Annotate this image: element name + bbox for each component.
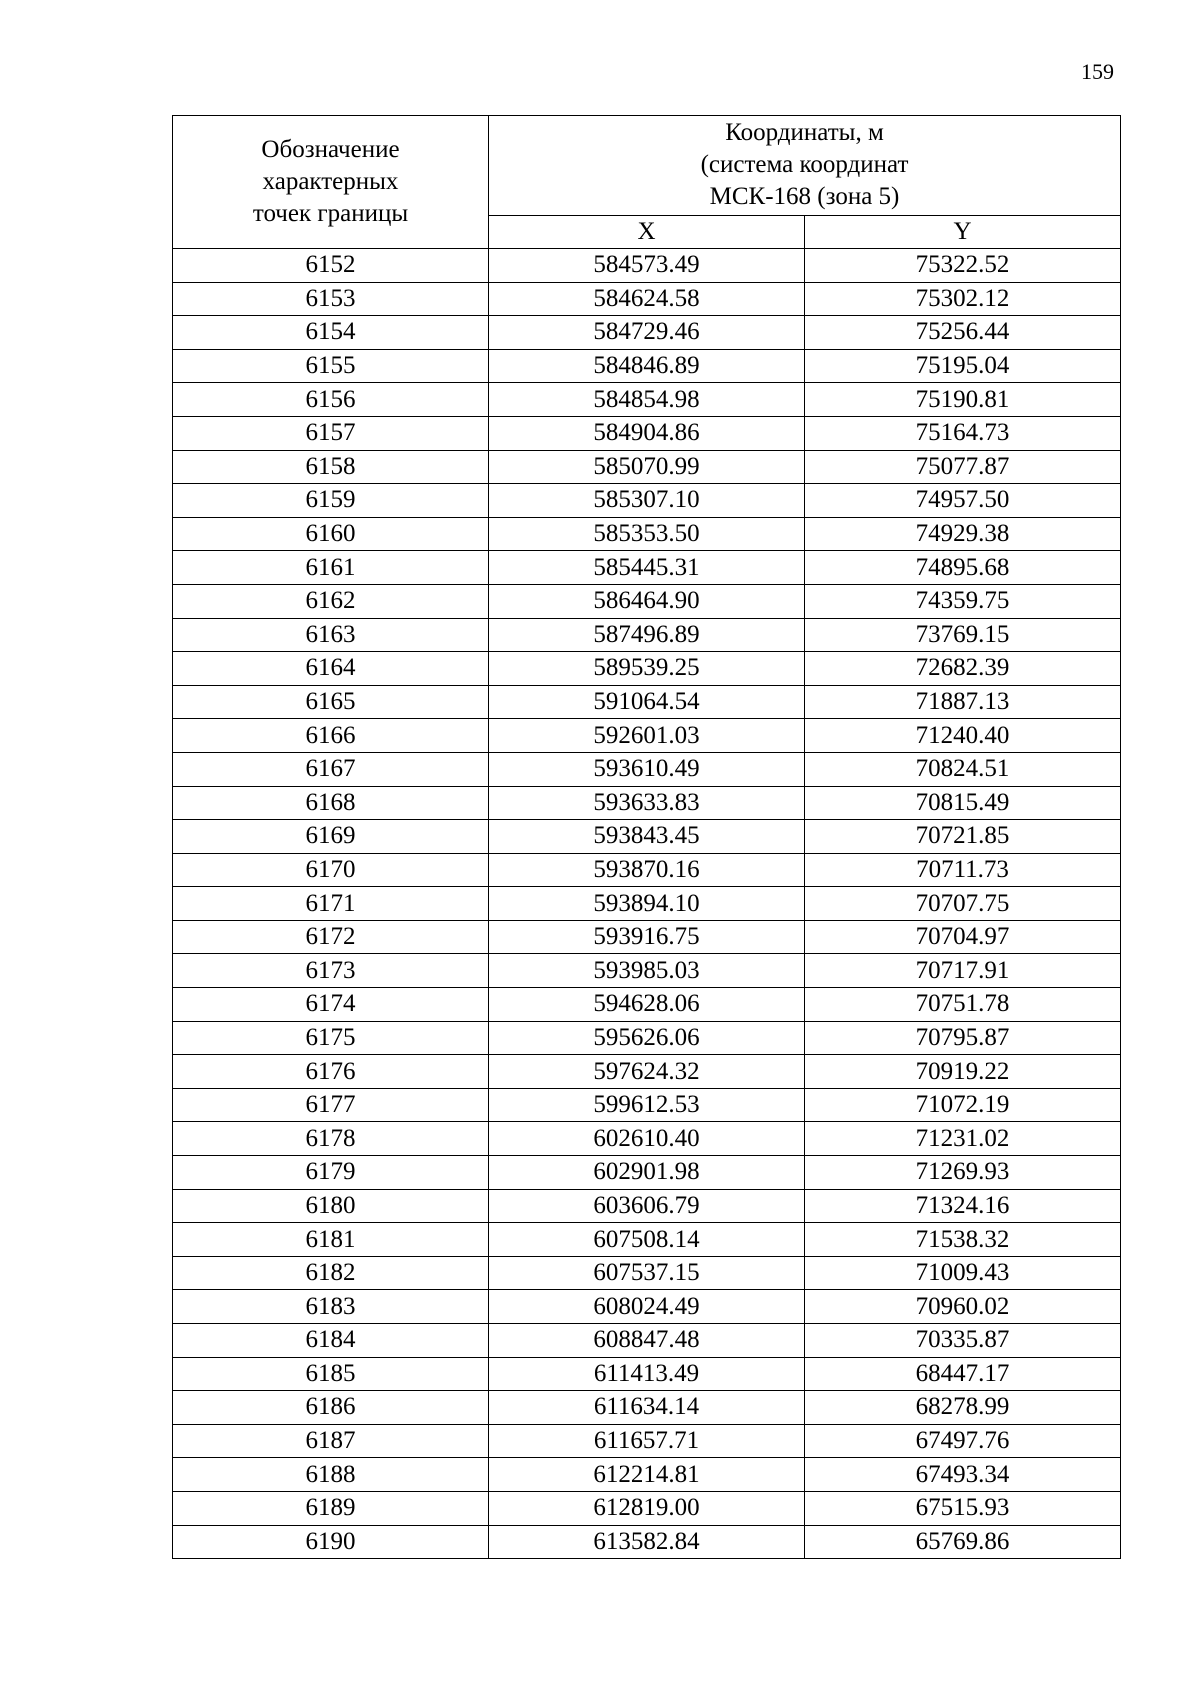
cell-y: 71538.32 bbox=[805, 1223, 1121, 1257]
header-coords-line: МСК-168 (зона 5) bbox=[709, 183, 900, 211]
table-row bbox=[173, 887, 1121, 921]
cell-y: 70824.51 bbox=[805, 752, 1121, 786]
cell-x: 585353.50 bbox=[489, 517, 805, 551]
cell-x: 585445.31 bbox=[489, 551, 805, 585]
table-row bbox=[173, 249, 1121, 283]
table-row bbox=[173, 349, 1121, 383]
table-row bbox=[173, 618, 1121, 652]
cell-y: 74957.50 bbox=[805, 484, 1121, 518]
cell-point: 6167 bbox=[173, 752, 489, 786]
cell-point: 6171 bbox=[173, 887, 489, 921]
cell-x: 608024.49 bbox=[489, 1290, 805, 1324]
table-row bbox=[173, 1223, 1121, 1257]
cell-x: 593870.16 bbox=[489, 853, 805, 887]
cell-x: 613582.84 bbox=[489, 1525, 805, 1559]
cell-x: 591064.54 bbox=[489, 685, 805, 719]
cell-y: 68278.99 bbox=[805, 1391, 1121, 1425]
table-row bbox=[173, 786, 1121, 820]
cell-point: 6176 bbox=[173, 1055, 489, 1089]
cell-y: 71072.19 bbox=[805, 1088, 1121, 1122]
cell-y: 71009.43 bbox=[805, 1256, 1121, 1290]
cell-point: 6172 bbox=[173, 920, 489, 954]
cell-x: 589539.25 bbox=[489, 652, 805, 686]
header-y: Y bbox=[805, 215, 1121, 248]
cell-x: 593916.75 bbox=[489, 920, 805, 954]
table-row bbox=[173, 685, 1121, 719]
table-row bbox=[173, 1122, 1121, 1156]
cell-point: 6188 bbox=[173, 1458, 489, 1492]
cell-point: 6164 bbox=[173, 652, 489, 686]
cell-point: 6157 bbox=[173, 416, 489, 450]
header-point-line: Обозначение bbox=[261, 136, 400, 163]
cell-x: 603606.79 bbox=[489, 1189, 805, 1223]
cell-x: 595626.06 bbox=[489, 1021, 805, 1055]
cell-x: 599612.53 bbox=[489, 1088, 805, 1122]
cell-y: 70919.22 bbox=[805, 1055, 1121, 1089]
cell-x: 584729.46 bbox=[489, 316, 805, 350]
table-row bbox=[173, 1324, 1121, 1358]
cell-y: 70960.02 bbox=[805, 1290, 1121, 1324]
cell-y: 75190.81 bbox=[805, 383, 1121, 417]
cell-x: 584854.98 bbox=[489, 383, 805, 417]
cell-x: 585307.10 bbox=[489, 484, 805, 518]
cell-point: 6182 bbox=[173, 1256, 489, 1290]
cell-x: 593610.49 bbox=[489, 752, 805, 786]
cell-y: 71269.93 bbox=[805, 1156, 1121, 1190]
cell-point: 6186 bbox=[173, 1391, 489, 1425]
cell-x: 612214.81 bbox=[489, 1458, 805, 1492]
cell-point: 6177 bbox=[173, 1088, 489, 1122]
cell-y: 70721.85 bbox=[805, 820, 1121, 854]
cell-point: 6185 bbox=[173, 1357, 489, 1391]
cell-x: 608847.48 bbox=[489, 1324, 805, 1358]
header-coords-line: (система координат bbox=[700, 151, 909, 179]
cell-y: 75322.52 bbox=[805, 249, 1121, 283]
cell-point: 6163 bbox=[173, 618, 489, 652]
table-row bbox=[173, 1156, 1121, 1190]
cell-x: 593633.83 bbox=[489, 786, 805, 820]
cell-point: 6162 bbox=[173, 584, 489, 618]
cell-y: 67497.76 bbox=[805, 1424, 1121, 1458]
cell-y: 70717.91 bbox=[805, 954, 1121, 988]
cell-y: 70795.87 bbox=[805, 1021, 1121, 1055]
header-point-designation bbox=[173, 116, 489, 249]
cell-point: 6173 bbox=[173, 954, 489, 988]
cell-y: 70707.75 bbox=[805, 887, 1121, 921]
table-body bbox=[173, 249, 1121, 1559]
cell-x: 607537.15 bbox=[489, 1256, 805, 1290]
cell-x: 584624.58 bbox=[489, 282, 805, 316]
table-row bbox=[173, 988, 1121, 1022]
cell-point: 6160 bbox=[173, 517, 489, 551]
cell-x: 592601.03 bbox=[489, 719, 805, 753]
table-row bbox=[173, 652, 1121, 686]
cell-point: 6153 bbox=[173, 282, 489, 316]
cell-y: 75256.44 bbox=[805, 316, 1121, 350]
table-row bbox=[173, 316, 1121, 350]
cell-x: 593894.10 bbox=[489, 887, 805, 921]
cell-point: 6154 bbox=[173, 316, 489, 350]
header-x: X bbox=[489, 215, 805, 248]
cell-x: 602901.98 bbox=[489, 1156, 805, 1190]
cell-y: 73769.15 bbox=[805, 618, 1121, 652]
cell-y: 70335.87 bbox=[805, 1324, 1121, 1358]
cell-y: 74929.38 bbox=[805, 517, 1121, 551]
cell-x: 612819.00 bbox=[489, 1491, 805, 1525]
cell-y: 71231.02 bbox=[805, 1122, 1121, 1156]
cell-point: 6161 bbox=[173, 551, 489, 585]
table-row bbox=[173, 752, 1121, 786]
table-row bbox=[173, 584, 1121, 618]
table-row bbox=[173, 517, 1121, 551]
cell-point: 6165 bbox=[173, 685, 489, 719]
table-row bbox=[173, 416, 1121, 450]
header-point-line: характерных bbox=[262, 168, 399, 195]
cell-y: 65769.86 bbox=[805, 1525, 1121, 1559]
cell-y: 75195.04 bbox=[805, 349, 1121, 383]
cell-x: 593985.03 bbox=[489, 954, 805, 988]
coordinates-table bbox=[172, 115, 1121, 1559]
cell-y: 75164.73 bbox=[805, 416, 1121, 450]
cell-x: 585070.99 bbox=[489, 450, 805, 484]
table-row bbox=[173, 853, 1121, 887]
cell-y: 70751.78 bbox=[805, 988, 1121, 1022]
cell-y: 74895.68 bbox=[805, 551, 1121, 585]
cell-y: 74359.75 bbox=[805, 584, 1121, 618]
table-row bbox=[173, 1021, 1121, 1055]
cell-y: 70704.97 bbox=[805, 920, 1121, 954]
cell-point: 6170 bbox=[173, 853, 489, 887]
table-row bbox=[173, 1458, 1121, 1492]
cell-point: 6166 bbox=[173, 719, 489, 753]
table-row bbox=[173, 1189, 1121, 1223]
cell-x: 584904.86 bbox=[489, 416, 805, 450]
table-row bbox=[173, 1424, 1121, 1458]
cell-y: 71324.16 bbox=[805, 1189, 1121, 1223]
table-row bbox=[173, 1055, 1121, 1089]
table-row bbox=[173, 1391, 1121, 1425]
cell-x: 611634.14 bbox=[489, 1391, 805, 1425]
cell-x: 602610.40 bbox=[489, 1122, 805, 1156]
cell-point: 6187 bbox=[173, 1424, 489, 1458]
cell-point: 6175 bbox=[173, 1021, 489, 1055]
cell-point: 6159 bbox=[173, 484, 489, 518]
table-row bbox=[173, 1256, 1121, 1290]
cell-x: 611657.71 bbox=[489, 1424, 805, 1458]
table-row bbox=[173, 383, 1121, 417]
cell-point: 6189 bbox=[173, 1491, 489, 1525]
table-row bbox=[173, 719, 1121, 753]
cell-point: 6168 bbox=[173, 786, 489, 820]
cell-x: 587496.89 bbox=[489, 618, 805, 652]
header-coords-line: Координаты, м bbox=[725, 119, 884, 147]
cell-point: 6158 bbox=[173, 450, 489, 484]
table-row bbox=[173, 820, 1121, 854]
cell-point: 6178 bbox=[173, 1122, 489, 1156]
cell-point: 6181 bbox=[173, 1223, 489, 1257]
cell-point: 6180 bbox=[173, 1189, 489, 1223]
cell-x: 584573.49 bbox=[489, 249, 805, 283]
table-row bbox=[173, 954, 1121, 988]
cell-x: 611413.49 bbox=[489, 1357, 805, 1391]
cell-y: 72682.39 bbox=[805, 652, 1121, 686]
cell-x: 597624.32 bbox=[489, 1055, 805, 1089]
header-point-line: точек границы bbox=[252, 200, 409, 227]
cell-y: 68447.17 bbox=[805, 1357, 1121, 1391]
cell-x: 584846.89 bbox=[489, 349, 805, 383]
cell-y: 67493.34 bbox=[805, 1458, 1121, 1492]
table-row bbox=[173, 920, 1121, 954]
table-header bbox=[173, 116, 1121, 249]
table-row bbox=[173, 1491, 1121, 1525]
cell-x: 594628.06 bbox=[489, 988, 805, 1022]
table-row bbox=[173, 551, 1121, 585]
cell-point: 6156 bbox=[173, 383, 489, 417]
table-row bbox=[173, 1088, 1121, 1122]
table-row bbox=[173, 484, 1121, 518]
page-number: 159 bbox=[1081, 59, 1114, 84]
cell-point: 6184 bbox=[173, 1324, 489, 1358]
cell-y: 75302.12 bbox=[805, 282, 1121, 316]
cell-y: 71240.40 bbox=[805, 719, 1121, 753]
table-row bbox=[173, 450, 1121, 484]
cell-y: 70711.73 bbox=[805, 853, 1121, 887]
cell-point: 6155 bbox=[173, 349, 489, 383]
table-row bbox=[173, 1290, 1121, 1324]
cell-x: 607508.14 bbox=[489, 1223, 805, 1257]
table-row bbox=[173, 1525, 1121, 1559]
cell-y: 67515.93 bbox=[805, 1491, 1121, 1525]
table-row bbox=[173, 282, 1121, 316]
cell-y: 70815.49 bbox=[805, 786, 1121, 820]
header-coordinates bbox=[489, 116, 1121, 216]
table-row bbox=[173, 1357, 1121, 1391]
cell-y: 75077.87 bbox=[805, 450, 1121, 484]
cell-point: 6174 bbox=[173, 988, 489, 1022]
cell-point: 6169 bbox=[173, 820, 489, 854]
cell-point: 6179 bbox=[173, 1156, 489, 1190]
cell-point: 6190 bbox=[173, 1525, 489, 1559]
cell-x: 593843.45 bbox=[489, 820, 805, 854]
cell-point: 6183 bbox=[173, 1290, 489, 1324]
cell-x: 586464.90 bbox=[489, 584, 805, 618]
cell-y: 71887.13 bbox=[805, 685, 1121, 719]
cell-point: 6152 bbox=[173, 249, 489, 283]
